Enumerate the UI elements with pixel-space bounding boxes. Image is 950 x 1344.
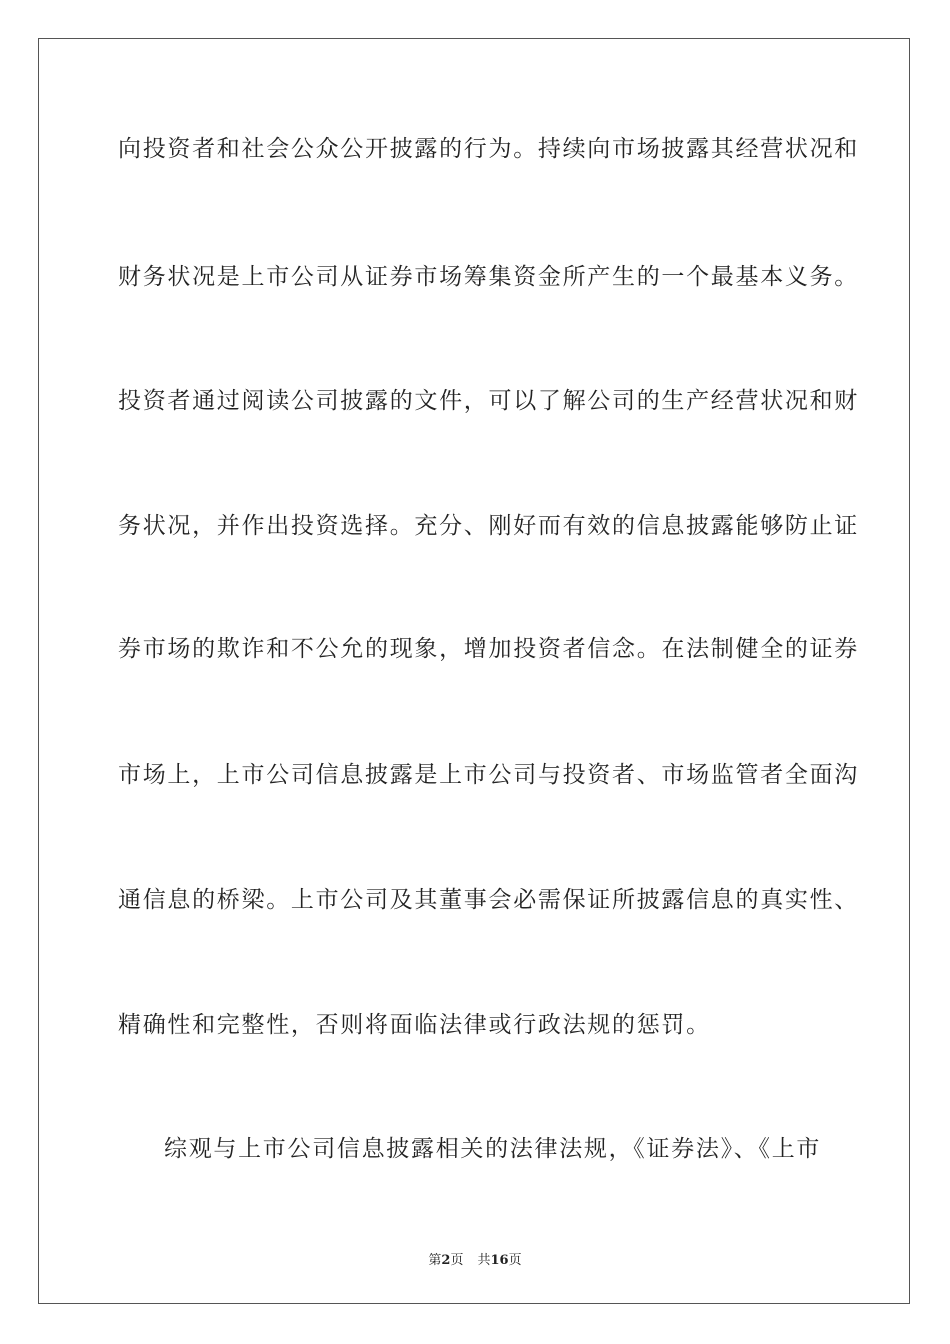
- text-line: 精确性和完整性，否则将面临法律或行政法规的惩罚。: [118, 1012, 711, 1038]
- text-line-indented: 综观与上市公司信息披露相关的法律法规，《证券法》、《上市: [164, 1136, 822, 1162]
- page-prefix: 第: [428, 1253, 442, 1268]
- total-pages: 16: [490, 1253, 509, 1268]
- page-number: 2: [441, 1253, 451, 1268]
- total-suffix: 页: [508, 1253, 522, 1268]
- text-line: 投资者通过阅读公司披露的文件，可以了解公司的生产经营状况和财: [118, 388, 859, 414]
- text-line: 财务状况是上市公司从证券市场筹集资金所产生的一个最基本义务。: [118, 264, 859, 290]
- page-border: [38, 38, 910, 1304]
- total-prefix: 共: [477, 1253, 491, 1268]
- page-footer: [0, 1249, 950, 1268]
- text-line: 通信息的桥梁。上市公司及其董事会必需保证所披露信息的真实性、: [118, 887, 859, 913]
- text-line: 券市场的欺诈和不公允的现象，增加投资者信念。在法制健全的证券: [118, 636, 859, 662]
- page-suffix: 页: [450, 1253, 464, 1268]
- text-line: 务状况，并作出投资选择。充分、刚好而有效的信息披露能够防止证: [118, 513, 859, 539]
- text-line: 市场上，上市公司信息披露是上市公司与投资者、市场监管者全面沟: [118, 762, 859, 788]
- text-line: 向投资者和社会公众公开披露的行为。持续向市场披露其经营状况和: [118, 136, 859, 162]
